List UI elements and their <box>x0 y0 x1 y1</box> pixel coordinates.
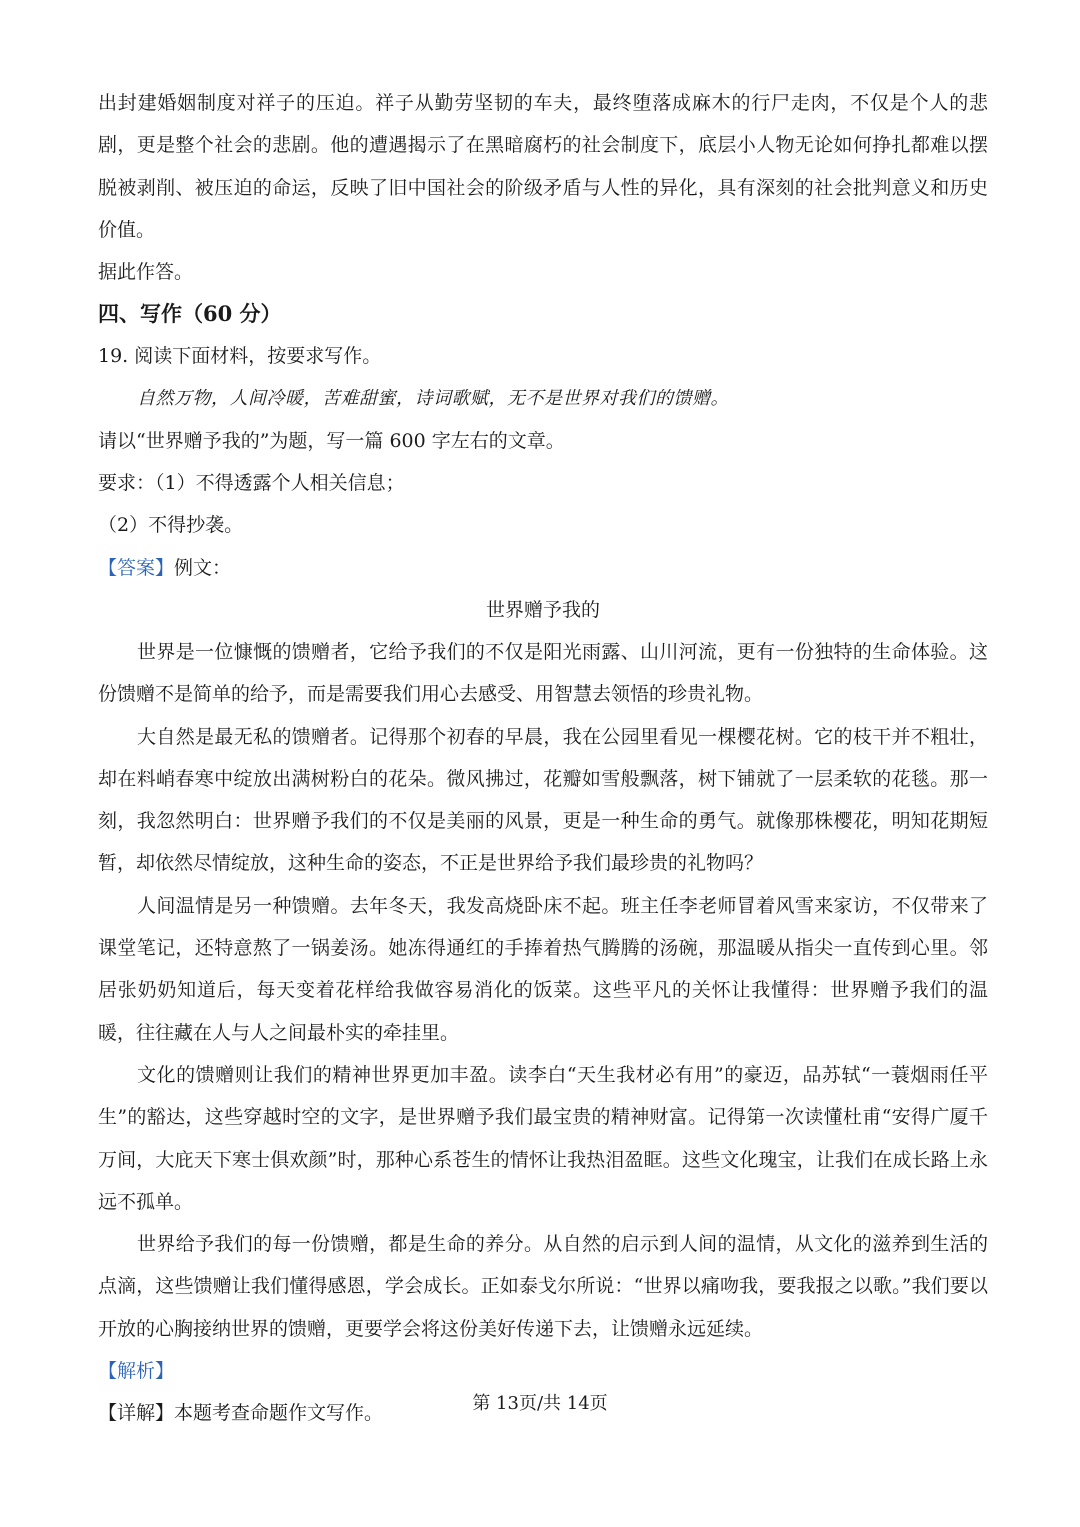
section-title: 四、写作（60 分） <box>98 301 282 327</box>
analysis-detail: 【详解】本题考查命题作文写作。 <box>98 1402 384 1425</box>
analysis-tag: 【解析】 <box>98 1360 175 1383</box>
question-material: 自然万物，人间冷暖，苦难甜蜜，诗词歌赋，无不是世界对我们的馈赠。 <box>137 387 729 409</box>
analysis-heading <box>98 1350 988 1392</box>
question-instruction: 请以“世界赠予我的”为题，写一篇 600 字左右的文章。 <box>98 429 565 452</box>
answer-tag: 【答案】 <box>98 556 175 579</box>
intro-paragraph: 出封建婚姻制度对祥子的压迫。祥子从勤劳坚韧的车夫，最终堕落成麻木的行尸走肉，不仅是个人的悲剧，更是整个社会的悲剧。他的遭遇揭示了在黑暗腐朽的社会制度下，底层小人物无论如何挣扎都难以摆脱被剥削、被压迫的命运，反映了旧中国社会的阶级矛盾与人性的异化，具有深刻的社会批判意义和历史价值。 <box>98 92 988 241</box>
essay-paragraph: 大自然是最无私的馈赠者。记得那个初春的早晨，我在公园里看见一棵樱花树。它的枝干并不粗壮，却在料峭春寒中绽放出满树粉白的花朵。微风拂过，花瓣如雪般飘落，树下铺就了一层柔软的花毯。那一刻，我忽然明白：世界赠予我们的不仅是美丽的风景，更是一种生命的勇气。就像那株樱花，明知花期短暂，却依然尽情绽放，这种生命的姿态，不正是世界给予我们最珍贵的礼物吗？ <box>98 725 988 875</box>
page-content <box>98 82 988 1435</box>
answer-label: 例文： <box>174 556 232 579</box>
question-requirement-2: （2）不得抄袭。 <box>98 514 244 537</box>
intro-closing: 据此作答。 <box>98 261 194 284</box>
essay-paragraph: 世界给予我们的每一份馈赠，都是生命的养分。从自然的启示到人间的温情，从文化的滋养到生活的点滴，这些馈赠让我们懂得感恩，学会成长。正如泰戈尔所说：“世界以痛吻我，要我报之以歌。”我们要以开放的心胸接纳世界的馈赠，更要学会将这份美好传递下去，让馈赠永远延续。 <box>98 1233 988 1340</box>
question-prompt: 19. 阅读下面材料，按要求写作。 <box>98 345 382 368</box>
essay-title: 世界赠予我的 <box>485 598 600 621</box>
essay-paragraph: 世界是一位慷慨的馈赠者，它给予我们的不仅是阳光雨露、山川河流，更有一份独特的生命体验。这份馈赠不是简单的给予，而是需要我们用心去感受、用智慧去领悟的珍贵礼物。 <box>98 640 988 706</box>
answer-heading <box>98 547 988 589</box>
page-number: 第 13页/共 14页 <box>472 1393 608 1414</box>
question-requirement-1: 要求：（1）不得透露个人相关信息； <box>98 472 405 495</box>
essay-paragraph: 人间温情是另一种馈赠。去年冬天，我发高烧卧床不起。班主任李老师冒着风雪来家访，不仅带来了课堂笔记，还特意熬了一锅姜汤。她冻得通红的手捧着热气腾腾的汤碗，那温暖从指尖一直传到心里。邻居张奶奶知道后，每天变着花样给我做容易消化的饭菜。这些平凡的关怀让我懂得：世界赠予我们的温暖，往往藏在人与人之间最朴实的牵挂里。 <box>98 894 988 1044</box>
essay-paragraph: 文化的馈赠则让我们的精神世界更加丰盈。读李白“天生我材必有用”的豪迈，品苏轼“一蓑烟雨任平生”的豁达，这些穿越时空的文字，是世界赠予我们最宝贵的精神财富。记得第一次读懂杜甫“安得广厦千万间，大庇天下寒士俱欢颜”时，那种心系苍生的情怀让我热泪盈眶。这些文化瑰宝，让我们在成长路上永远不孤单。 <box>98 1063 988 1213</box>
